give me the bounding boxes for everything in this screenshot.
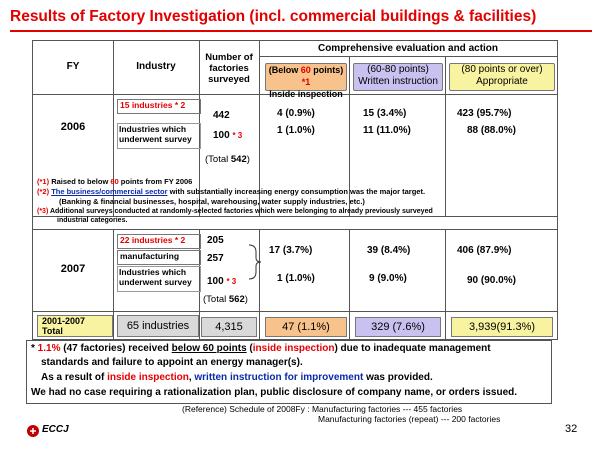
title-underline (10, 30, 592, 32)
v-c2 (445, 56, 446, 216)
fy2006-c2-row2: 11 (11.0%) (363, 125, 411, 136)
total-rule (33, 311, 557, 312)
header-col3-box: (80 points or over) Appropriate (449, 63, 555, 91)
note-3: (*3) Additional surveys conducted at randomly-selected factories which were belonging to already previously surveyed industrial categories. (37, 208, 433, 224)
fy2006-surveyed-row2: 100 * 3 (213, 130, 243, 141)
v-c2-2 (445, 229, 446, 339)
slide-title: Results of Factory Investigation (incl. commercial buildings & facilities) (10, 8, 537, 25)
fy2007-industry-row3: Industries which underwent survey (119, 267, 192, 287)
note-1: (*1) Raised to below 60 points from FY 2006 (37, 177, 193, 186)
v-fy-2 (113, 229, 114, 339)
fy2006-c3-row2: 88 (88.0%) (467, 125, 516, 136)
summary-line-2: standards and failure to appoint an energy manager(s). (41, 357, 303, 368)
total-label-box: 2001-2007 Total (37, 315, 113, 337)
fy2006-c2-row1: 15 (3.4%) (363, 108, 407, 119)
fy2007-industry-row2: manufacturing (117, 250, 201, 265)
total-surveyed: 4,315 (201, 317, 257, 337)
note-2b: (Banking & financial businesses, hospital, warehousing, water supply industries, etc.) (59, 197, 365, 206)
fy2006-total: (Total 542) (205, 154, 250, 165)
fy2006-c3-row1: 423 (95.7%) (457, 108, 512, 119)
fy2006-industry-row2-box (117, 123, 201, 149)
header-surveyed: Number of factories surveyed (205, 52, 253, 85)
fy2007-industry-row1: 22 industries * 2 (117, 234, 201, 249)
eccj-logo (26, 423, 86, 444)
summary-box (26, 340, 552, 404)
reference-note: (Reference) Schedule of 2008Fy : Manufacturing factories --- 455 factories Manufacturing factories (repeat) --- 200 factories (182, 404, 501, 424)
summary-line-3: As a result of inside inspection, written instruction for improvement was provided. (41, 372, 433, 383)
total-c1: 47 (1.1%) (265, 317, 347, 337)
v-c1-2 (349, 229, 350, 339)
header-industry: Industry (136, 61, 176, 72)
summary-line-1: * 1.1% (47 factories) received below 60 points (inside inspection) due to inadequate management (31, 343, 491, 354)
fy2007-surveyed-row2: 257 (207, 253, 224, 264)
fy2006-year: 2006 (60, 121, 86, 133)
summary-line-4: We had no case requiring a rationalization plan, public disclosure of company name, or orders issued. (31, 387, 518, 398)
note-2: (*2) The business/commercial sector with substantially increasing energy consumption was the major target. (37, 187, 426, 196)
header-col2-box: (60-80 points) Written instruction (353, 63, 443, 91)
page-number: 32 (565, 423, 578, 435)
eccj-logo-text: ECCJ (42, 424, 69, 435)
fy2007-industry-row3-box (117, 266, 201, 292)
total-c3: 3,939(91.3%) (451, 317, 553, 337)
fy2006-industry-row2: Industries which underwent survey (119, 124, 192, 144)
fy2007-surveyed-row3: 100 * 3 (207, 276, 237, 287)
header-comprehensive: Comprehensive evaluation and action (317, 43, 499, 54)
fy2006-surveyed-row1: 442 (213, 110, 230, 121)
header-col1-box: (Below 60 points) *1 Inside inspection (265, 63, 347, 91)
header-fy: FY (66, 61, 80, 72)
fy2007-c1-row2: 1 (1.0%) (277, 273, 315, 284)
comp-rule (259, 56, 557, 57)
fy2007-year: 2007 (60, 263, 86, 275)
brace-icon (247, 244, 263, 280)
fy2007-c2-row1: 39 (8.4%) (367, 245, 411, 256)
total-c2: 329 (7.6%) (355, 317, 441, 337)
fy2007-surveyed-row1: 205 (207, 235, 224, 246)
fy2007-total: (Total 562) (203, 294, 248, 305)
fy2007-c2-row2: 9 (9.0%) (369, 273, 407, 284)
fy2006-c1-row2: 1 (1.0%) (277, 125, 315, 136)
notes-rule-bottom (33, 229, 557, 230)
fy2007-c3-row1: 406 (87.9%) (457, 245, 512, 256)
fy2007-c3-row2: 90 (90.0%) (467, 275, 516, 286)
total-industry: 65 industries (117, 315, 199, 337)
fy2007-c1-row1: 17 (3.7%) (269, 245, 313, 256)
fy2006-c1-row1: 4 (0.9%) (277, 108, 315, 119)
fy2006-industry-row1: 15 industries * 2 (117, 99, 201, 114)
results-table (32, 40, 558, 340)
